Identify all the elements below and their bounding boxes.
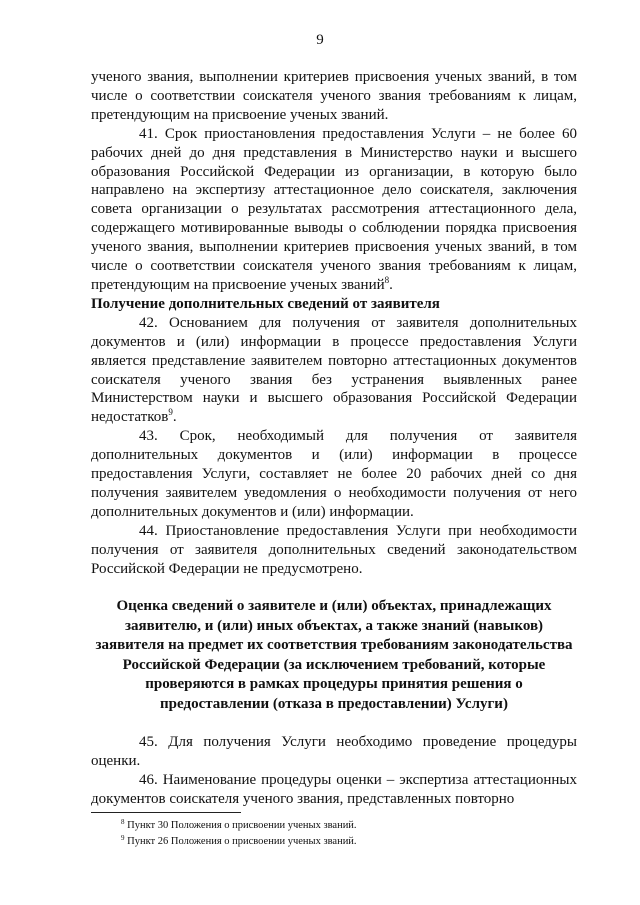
page-number: 9 [316, 32, 324, 48]
section-heading-additional-info: Получение дополнительных сведений от заявителя [91, 295, 440, 312]
document-body [91, 68, 577, 809]
footnote-ref-9[interactable]: 9 [168, 407, 173, 418]
heading-line: заявителю, и (или) иных объектах, а также знаний (навыков) [124, 617, 544, 634]
paragraph-41 [91, 125, 577, 295]
footnote-number: 9 [121, 834, 125, 842]
heading-line: проверяются в рамках процедуры принятия решения о [145, 676, 523, 693]
section-heading-assessment [91, 597, 577, 714]
footnote-separator [91, 812, 241, 813]
heading-line: Российской Федерации (за исключением требований, которые [122, 656, 546, 673]
paragraph-46: 46. Наименование процедуры оценки – экспертиза аттестационных документов соискателя ученого звания, представленных повторно [91, 772, 577, 808]
paragraph-41-text: 41. Срок приостановления предоставления Услуги – не более 60 рабочих дней до дня представления в Министерство науки и высшего образования Российской Федерации из организации, в которую было направлено на экспертизу аттестационное дело соискателя, заключения совета организации о результатах рассмотрения аттестационного дела, содержащего мотивированные выводы о соблюдении порядка присвоения ученого звания, выполнении критериев присвоения ученых званий, в том числе о соответствии соискателя ученого звания требованиям к лицам, претендующим на присвоение ученых званий [91, 125, 577, 293]
heading-line: предоставлении (отказа в предоставлении) Услуги) [160, 695, 508, 712]
paragraph-42 [91, 314, 577, 427]
paragraph-continued: ученого звания, выполнении критериев присвоения ученых званий, в том числе о соответствии соискателя ученого звания требованиям к лицам, претендующим на присвоение ученых званий. [91, 69, 577, 123]
footnote-text: Пункт 26 Положения о присвоении ученых званий. [127, 836, 357, 847]
footnotes [121, 818, 577, 850]
heading-line: заявителя на предмет их соответствия требованиям законодательства [95, 637, 573, 654]
paragraph-44: 44. Приостановление предоставления Услуги при необходимости получения от заявителя дополнительных сведений законодательством Российской Федерации не предусмотрено. [91, 522, 577, 577]
paragraph-43: 43. Срок, необходимый для получения от заявителя дополнительных документов и (или) информации в процессе предоставления Услуги, составляет не более 20 рабочих дней со дня получения заявителем уведомления о необходимости получения от него дополнительных документов и (или) информации. [91, 428, 577, 520]
footnote-number: 8 [121, 818, 125, 826]
footnote-text: Пункт 30 Положения о присвоении ученых званий. [127, 820, 357, 831]
paragraph-45: 45. Для получения Услуги необходимо проведение процедуры оценки. [91, 734, 577, 770]
paragraph-42-text: 42. Основанием для получения от заявителя дополнительных документов и (или) информации в процессе предоставления Услуги является представление заявителем повторно аттестационных документов соискателя ученого звания без устранения выявленных ранее Министерством науки и высшего образования Российской Федерации недостатков [91, 314, 577, 426]
footnote-item [121, 834, 577, 850]
heading-line: Оценка сведений о заявителе и (или) объектах, принадлежащих [116, 598, 552, 615]
footnote-item [121, 818, 577, 834]
paragraph-41-end: . [389, 276, 393, 293]
paragraph-42-end: . [172, 409, 177, 426]
footnote-ref-8[interactable]: 8 [384, 274, 390, 285]
